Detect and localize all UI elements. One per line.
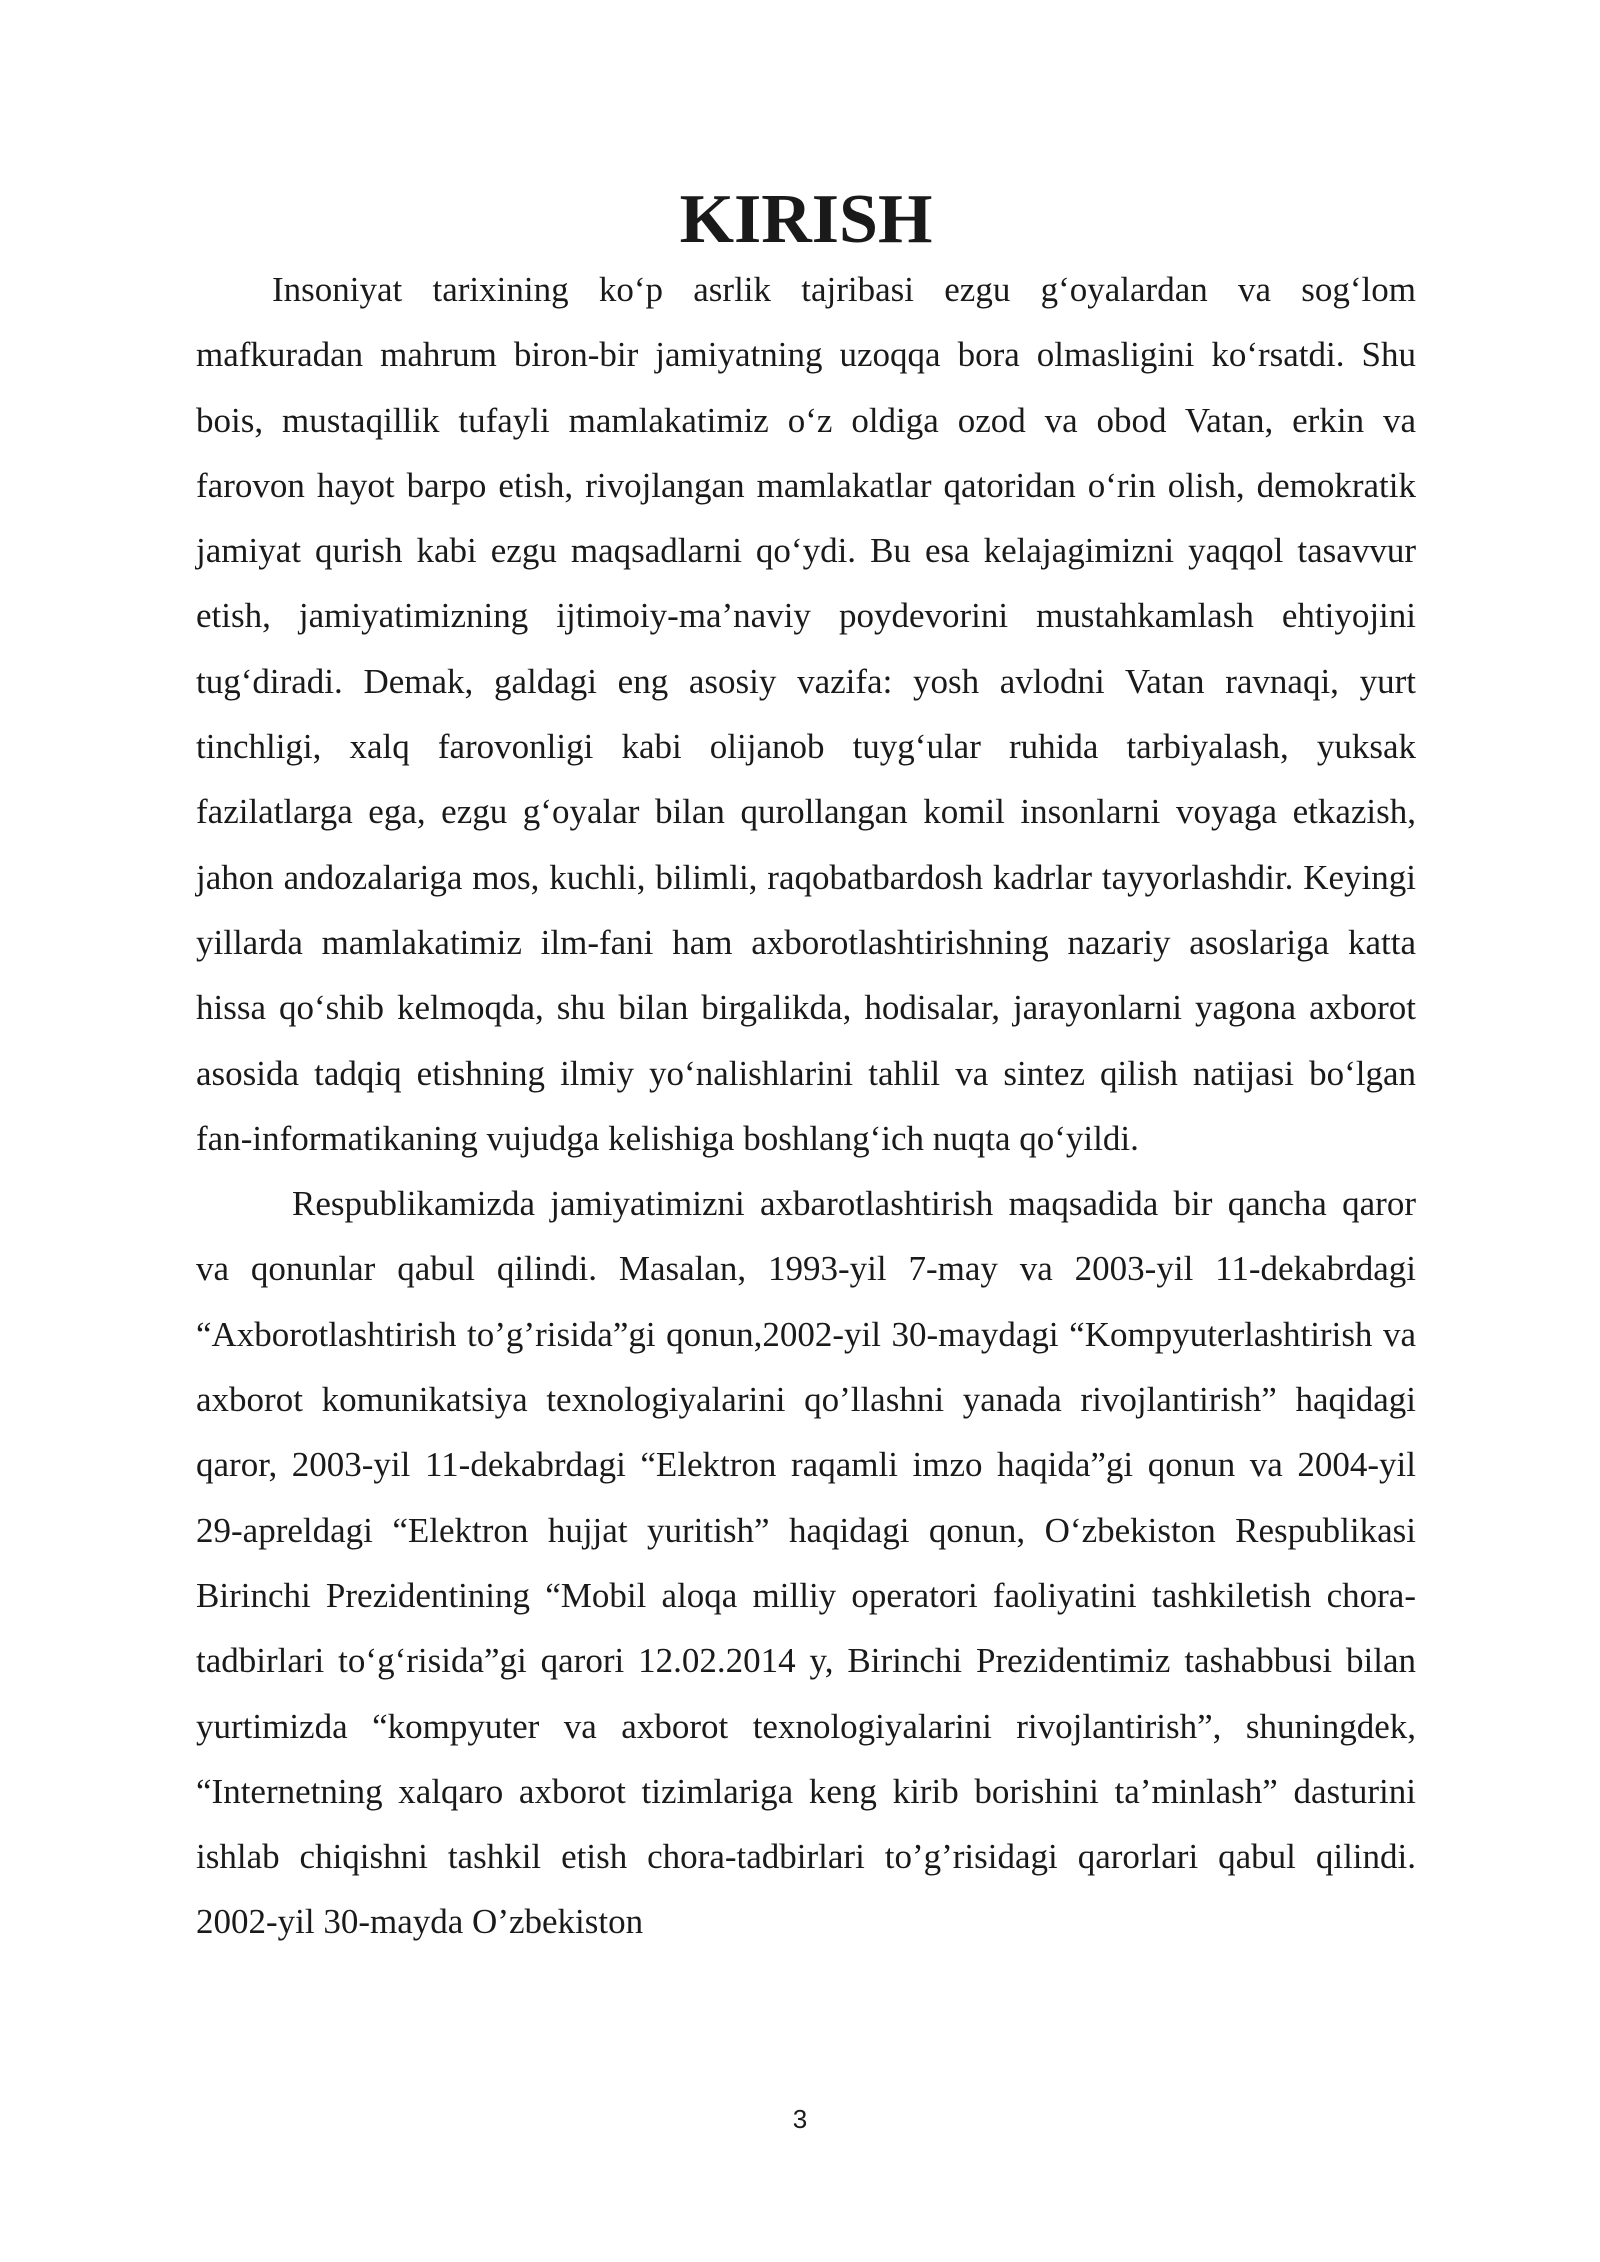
page-content: [196, 181, 1416, 1955]
paragraph-introduction: Insoniyat tarixining ko‘p asrlik tajribasi ezgu g‘oyalardan va sog‘lom mafkuradan mahrum biron-bir jamiyatning uzoqqa bora olmasligini ko‘rsatdi. Shu bois, mustaqillik tufayli mamlakatimiz o‘z oldiga ozod va obod Vatan, erkin va farovon hayot barpo etish, rivojlangan mamlakatlar qatoridan o‘rin olish, demokratik jamiyat qurish kabi ezgu maqsadlarni qo‘ydi. Bu esa kelajagimizni yaqqol tasavvur etish, jamiyatimizning ijtimoiy-ma’naviy poydevorini mustahkamlash ehtiyojini tug‘diradi. Demak, galdagi eng asosiy vazifa: yosh avlodni Vatan ravnaqi, yurt tinchligi, xalq farovonligi kabi olijanob tuyg‘ular ruhida tarbiyalash, yuksak fazilatlarga ega, ezgu g‘oyalar bilan qurollangan komil insonlarni voyaga etkazish, jahon andozalariga mos, kuchli, bilimli, raqobatbardosh kadrlar tayyorlashdir. Keyingi yillarda mamlakatimiz ilm-fani ham axborotlashtirishning nazariy asoslariga katta hissa qo‘shib kelmoqda, shu bilan birgalikda, hodisalar, jarayonlarni yagona axborot asosida tadqiq etishning ilmiy yo‘nalishlarini tahlil va sintez qilish natijasi bo‘lgan fan-informatikaning vujudga kelishiga boshlang‘ich nuqta qo‘yildi.: [196, 270, 1416, 1158]
paragraph-legislation: Respublikamizda jamiyatimizni axbarotlashtirish maqsadida bir qancha qaror va qonunlar qabul qilindi. Masalan, 1993-yil 7-may va 2003-yil 11-dekabrdagi “Axborotlashtirish to’g’risida”gi qonun,2002-yil 30-maydagi “Kompyuterlashtirish va axborot komunikatsiya texnologiyalarini qo’llashni yanada rivojlantirish” haqidagi qaror, 2003-yil 11-dekabrdagi “Elektron raqamli imzo haqida”gi qonun va 2004-yil 29-apreldagi “Elektron hujjat yuritish” haqidagi qonun, O‘zbekiston Respublikasi Birinchi Prezidentining “Mobil aloqa milliy operatori faoliyatini tashkiletish chora-tadbirlari to‘g‘risida”gi qarori 12.02.2014 y, Birinchi Prezidentimiz tashabbusi bilan yurtimizda “kompyuter va axborot texnologiyalarini rivojlantirish”, shuningdek, “Internetning xalqaro axborot tizimlariga keng kirib borishini ta’minlash” dasturini ishlab chiqishni tashkil etish chora-tadbirlari to’g’risidagi qarorlari qabul qilindi. 2002-yil 30-mayda O’zbekiston: [196, 1184, 1416, 1942]
page-number: 3: [792, 2104, 808, 2134]
section-title: KIRISH: [679, 181, 933, 258]
